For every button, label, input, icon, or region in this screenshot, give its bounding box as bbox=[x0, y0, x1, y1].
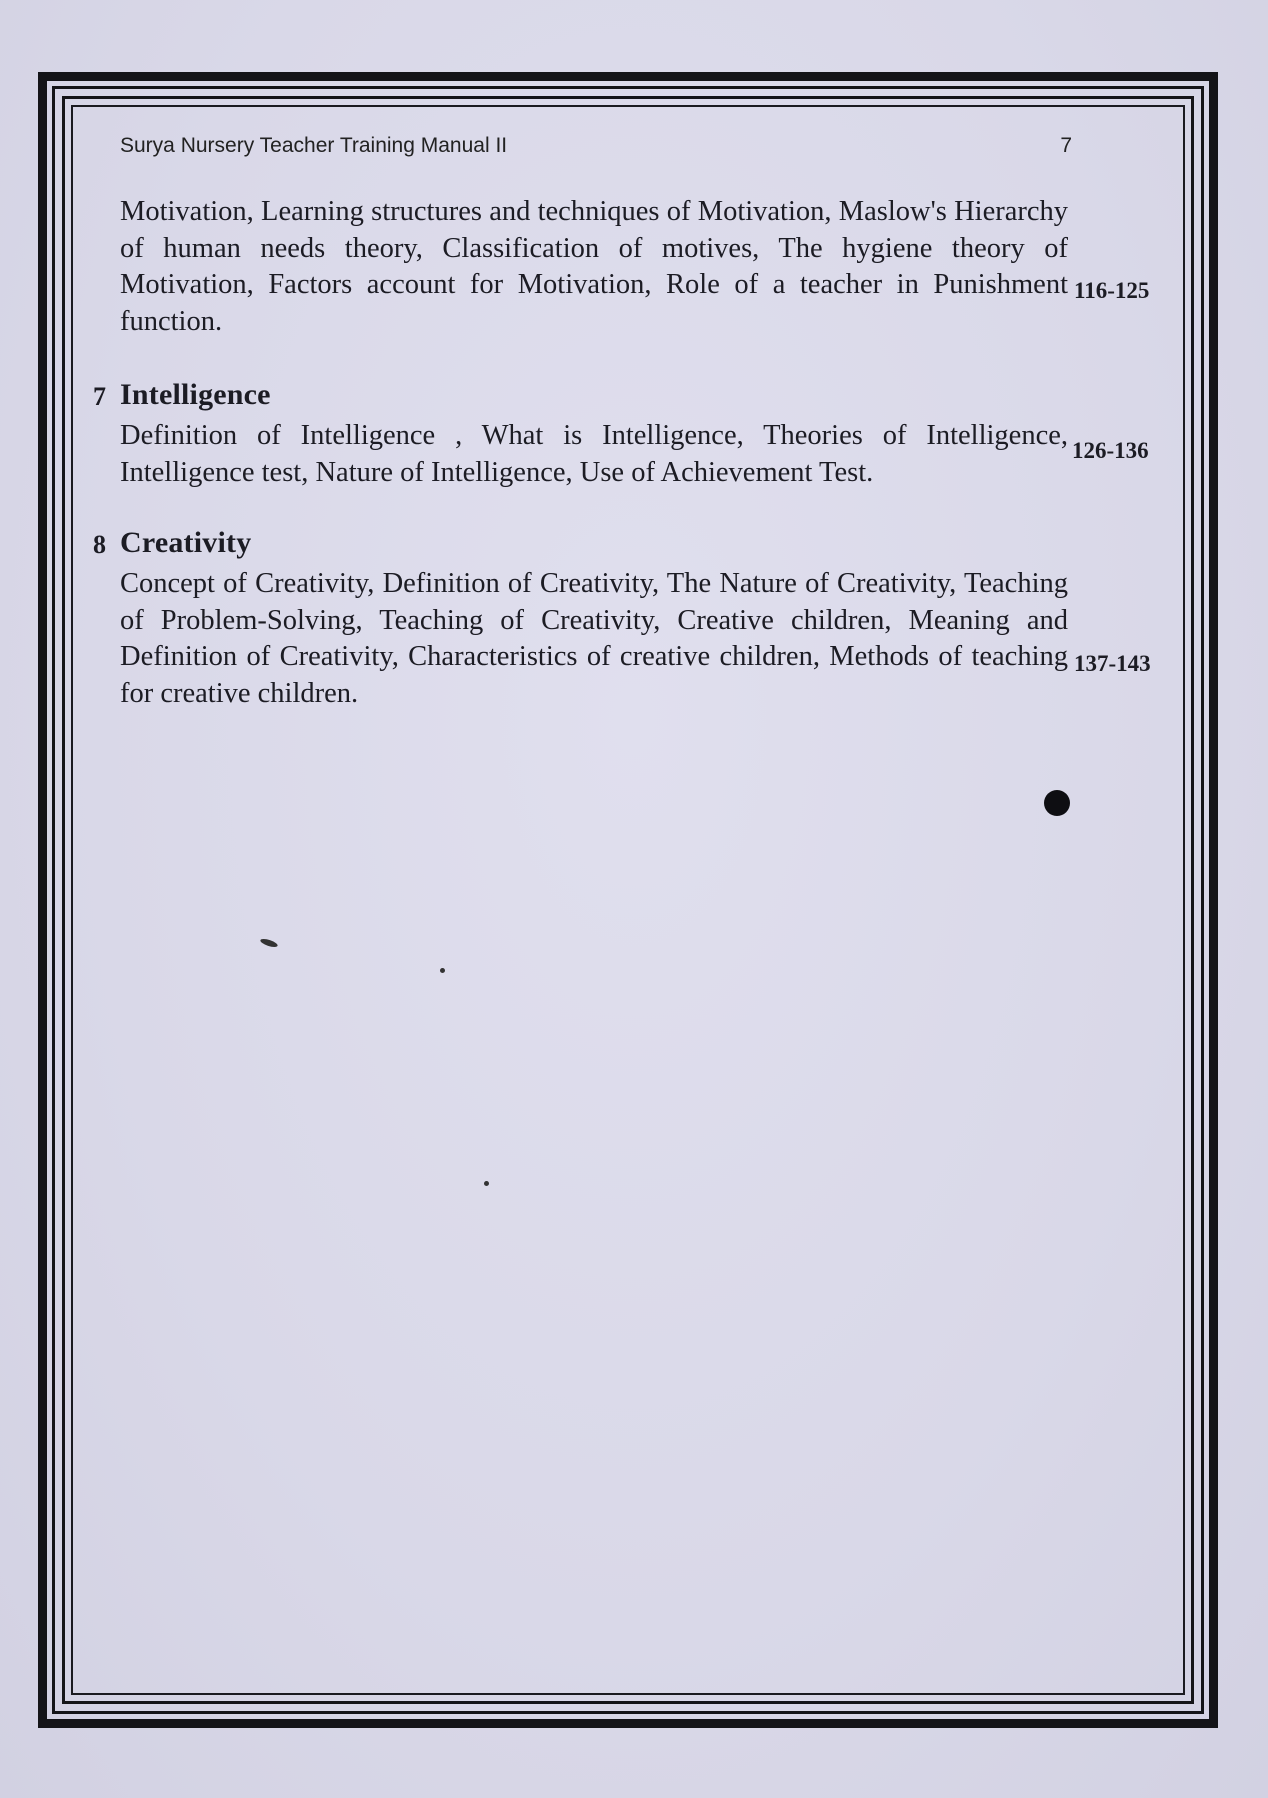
entry-number: 7 bbox=[93, 382, 106, 411]
entry-page-range: 137-143 bbox=[1074, 651, 1151, 676]
entry-description: Concept of Creativity, Definition of Creativity, The Nature of Creativity, Teaching of Problem-Solving, Teaching of Creativity, Creative children, Meaning and Definition of Creativity, Characteristics of creative children, Methods of teaching for creative children. bbox=[120, 568, 1068, 709]
page-number: 7 bbox=[1060, 134, 1072, 157]
entry-page-range: 126-136 bbox=[1072, 438, 1149, 463]
book-title: Surya Nursery Teacher Training Manual II bbox=[120, 134, 508, 157]
ink-speck bbox=[440, 968, 445, 973]
entry-page-range: 116-125 bbox=[1074, 278, 1150, 303]
entry-number: 8 bbox=[93, 530, 106, 559]
entry-heading: Intelligence bbox=[120, 378, 271, 411]
ink-blot-dot bbox=[1044, 790, 1070, 816]
entry-description: Motivation, Learning structures and techniques of Motivation, Maslow's Hierarchy of human needs theory, Classification of motives, The hygiene theory of Motivation, Factors account for Motivation, Role of a teacher in Punishment function. bbox=[120, 196, 1068, 337]
frame-innermost-rule bbox=[71, 105, 1185, 1695]
entry-heading: Creativity bbox=[120, 526, 252, 559]
ink-speck bbox=[484, 1181, 489, 1186]
entry-description: Definition of Intelligence , What is Intelligence, Theories of Intelligence, Intelligence test, Nature of Intelligence, Use of Achievement Test. bbox=[120, 420, 1068, 488]
